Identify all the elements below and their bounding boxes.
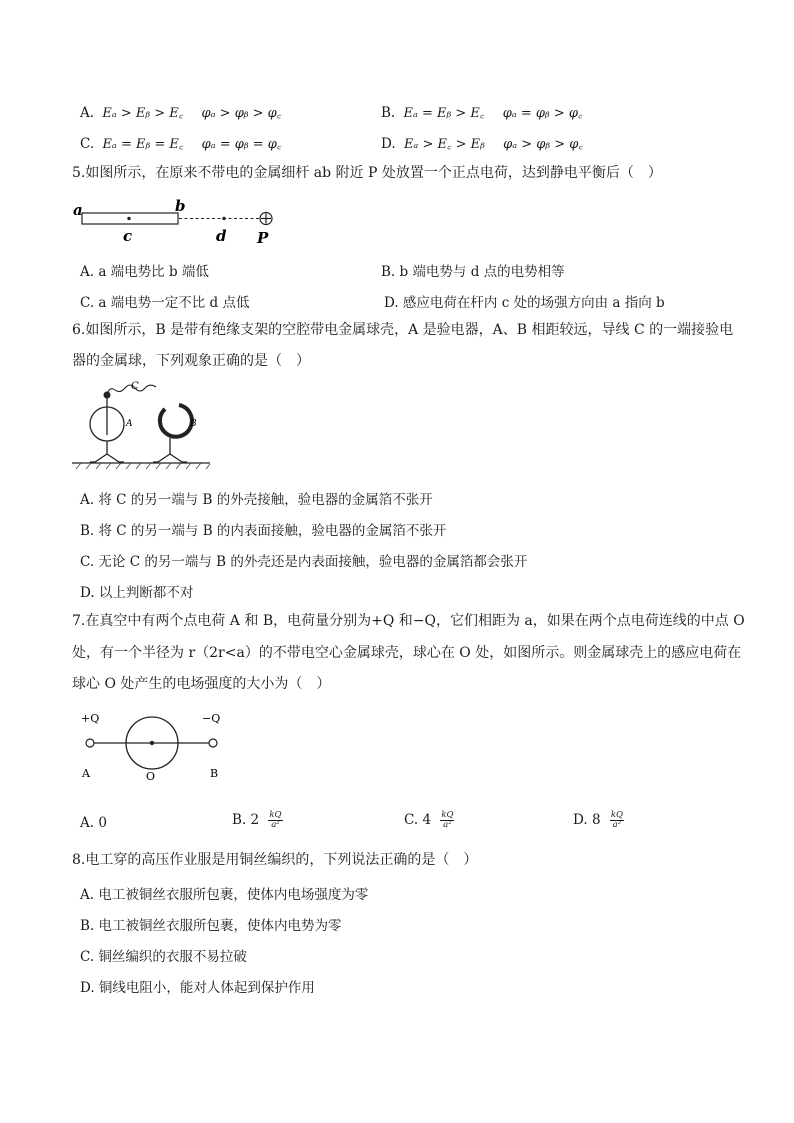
denominator: a² bbox=[271, 820, 280, 830]
coefficient: 4 bbox=[422, 812, 432, 828]
label-plus-q: +Q bbox=[81, 712, 100, 725]
field-relation: Eₐ = Eᵦ > E꜀ bbox=[403, 106, 485, 121]
q8-option-a: A. 电工被铜丝衣服所包裹，使体内电场强度为零 bbox=[80, 887, 369, 903]
coefficient: 2 bbox=[250, 812, 260, 828]
q6-stem-line1: 6.如图所示，B 是带有绝缘支架的空腔带电金属球壳，A 是验电器，A、B 相距较远，导线 C 的一端接验电 bbox=[72, 322, 734, 338]
q6-option-c: C. 无论 C 的另一端与 B 的外壳还是内表面接触，验电器的金属箔都会张开 bbox=[80, 554, 528, 570]
field-relation: Eₐ = Eᵦ = E꜀ bbox=[102, 137, 184, 152]
label-c: C bbox=[131, 381, 139, 392]
option-label: D. bbox=[573, 812, 588, 828]
label-minus-q: −Q bbox=[202, 712, 221, 725]
coefficient: 8 bbox=[591, 812, 601, 828]
q6-option-a: A. 将 C 的另一端与 B 的外壳接触，验电器的金属箔不张开 bbox=[80, 492, 433, 508]
numerator: kQ bbox=[610, 810, 623, 820]
q6-figure-electroscope bbox=[70, 380, 215, 476]
q7-option-b bbox=[232, 811, 283, 830]
stand-leg-left bbox=[90, 454, 107, 462]
q6-option-d: D. 以上判断都不对 bbox=[80, 585, 194, 601]
fraction bbox=[610, 811, 624, 830]
stand-leg-right bbox=[107, 454, 124, 462]
q8-stem: 8.电工穿的高压作业服是用铜丝编织的，下列说法正确的是（ ） bbox=[72, 852, 478, 868]
q4-option-c bbox=[80, 134, 281, 152]
field-relation: Eₐ > E꜀ > Eᵦ bbox=[403, 137, 485, 152]
q7-option-a: A. 0 bbox=[80, 815, 107, 831]
q7-stem-line1: 7.在真空中有两个点电荷 A 和 B，电荷量分别为+Q 和−Q，它们相距为 a，如果在两个点电荷连线的中点 O bbox=[72, 613, 745, 629]
point-c-dot bbox=[127, 217, 130, 220]
fraction bbox=[440, 811, 454, 830]
field-relation: Eₐ > Eᵦ > E꜀ bbox=[102, 106, 184, 121]
q4-option-a bbox=[80, 103, 281, 121]
electroscope-ball bbox=[104, 392, 111, 399]
label-a: A bbox=[126, 419, 133, 429]
denominator: a² bbox=[612, 820, 622, 830]
label-d: d bbox=[216, 227, 227, 245]
q5-option-b: B. b 端电势与 d 点的电势相等 bbox=[381, 264, 565, 280]
label-p: P bbox=[257, 229, 269, 247]
option-label: C. bbox=[80, 136, 95, 152]
stand-leg-right bbox=[170, 454, 187, 462]
charge-b-icon bbox=[209, 739, 217, 747]
label-a: A bbox=[82, 767, 90, 780]
potential-relation: φₐ = φᵦ = φ꜀ bbox=[201, 137, 282, 152]
center-o-dot bbox=[150, 741, 154, 745]
q5-option-c: C. a 端电势一定不比 d 点低 bbox=[80, 295, 250, 311]
numerator: kQ bbox=[441, 810, 454, 820]
fraction bbox=[268, 811, 282, 830]
potential-relation: φₐ = φᵦ > φ꜀ bbox=[502, 106, 583, 121]
label-b: B bbox=[210, 767, 219, 780]
label-b: b bbox=[175, 197, 186, 215]
denominator: a² bbox=[443, 820, 452, 830]
numerator: kQ bbox=[269, 810, 282, 820]
option-label: B. bbox=[232, 812, 247, 828]
q4-option-b bbox=[381, 103, 582, 121]
potential-relation: φₐ > φᵦ > φ꜀ bbox=[201, 106, 282, 121]
q5-option-d: D. 感应电荷在杆内 c 处的场强方向由 a 指向 b bbox=[384, 295, 665, 311]
q7-option-c bbox=[404, 811, 454, 830]
q6-option-b: B. 将 C 的另一端与 B 的内表面接触，验电器的金属箔不张开 bbox=[80, 523, 447, 539]
option-label: C. bbox=[404, 812, 419, 828]
point-d-dot bbox=[222, 217, 225, 220]
q6-stem-line2: 器的金属球，下列观象正确的是（ ） bbox=[72, 353, 310, 369]
label-c: c bbox=[123, 227, 133, 245]
q4-option-d bbox=[381, 134, 583, 152]
q8-option-b: B. 电工被铜丝衣服所包裹，使体内电势为零 bbox=[80, 918, 342, 934]
q7-option-d bbox=[573, 811, 624, 830]
option-label: D. bbox=[381, 136, 396, 152]
q5-figure-rod bbox=[70, 196, 280, 248]
q8-option-c: C. 铜丝编织的衣服不易拉破 bbox=[80, 949, 247, 965]
q5-stem: 5.如图所示，在原来不带电的金属细杆 ab 附近 P 处放置一个正点电荷，达到静电平衡后（ ） bbox=[72, 165, 662, 181]
label-a: a bbox=[73, 201, 83, 219]
option-label: A. bbox=[80, 105, 95, 121]
hollow-sphere-shell bbox=[160, 405, 192, 437]
option-label: B. bbox=[381, 105, 396, 121]
label-b: B bbox=[190, 419, 197, 429]
q5-option-a: A. a 端电势比 b 端低 bbox=[80, 264, 209, 280]
q8-option-d: D. 铜线电阻小，能对人体起到保护作用 bbox=[80, 980, 315, 996]
q7-stem-line2: 处，有一个半径为 r（2r<a）的不带电空心金属球壳，球心在 O 处，如图所示。则金属球壳上的感应电荷在 bbox=[72, 645, 742, 661]
potential-relation: φₐ > φᵦ > φ꜀ bbox=[503, 137, 583, 152]
q7-figure-charges bbox=[75, 708, 235, 784]
charge-a-icon bbox=[86, 739, 94, 747]
ground-hatching bbox=[76, 463, 210, 469]
label-o: O bbox=[146, 770, 156, 783]
q7-stem-line3: 球心 O 处产生的电场强度的大小为（ ） bbox=[72, 676, 331, 692]
stand-leg-left bbox=[153, 454, 170, 462]
